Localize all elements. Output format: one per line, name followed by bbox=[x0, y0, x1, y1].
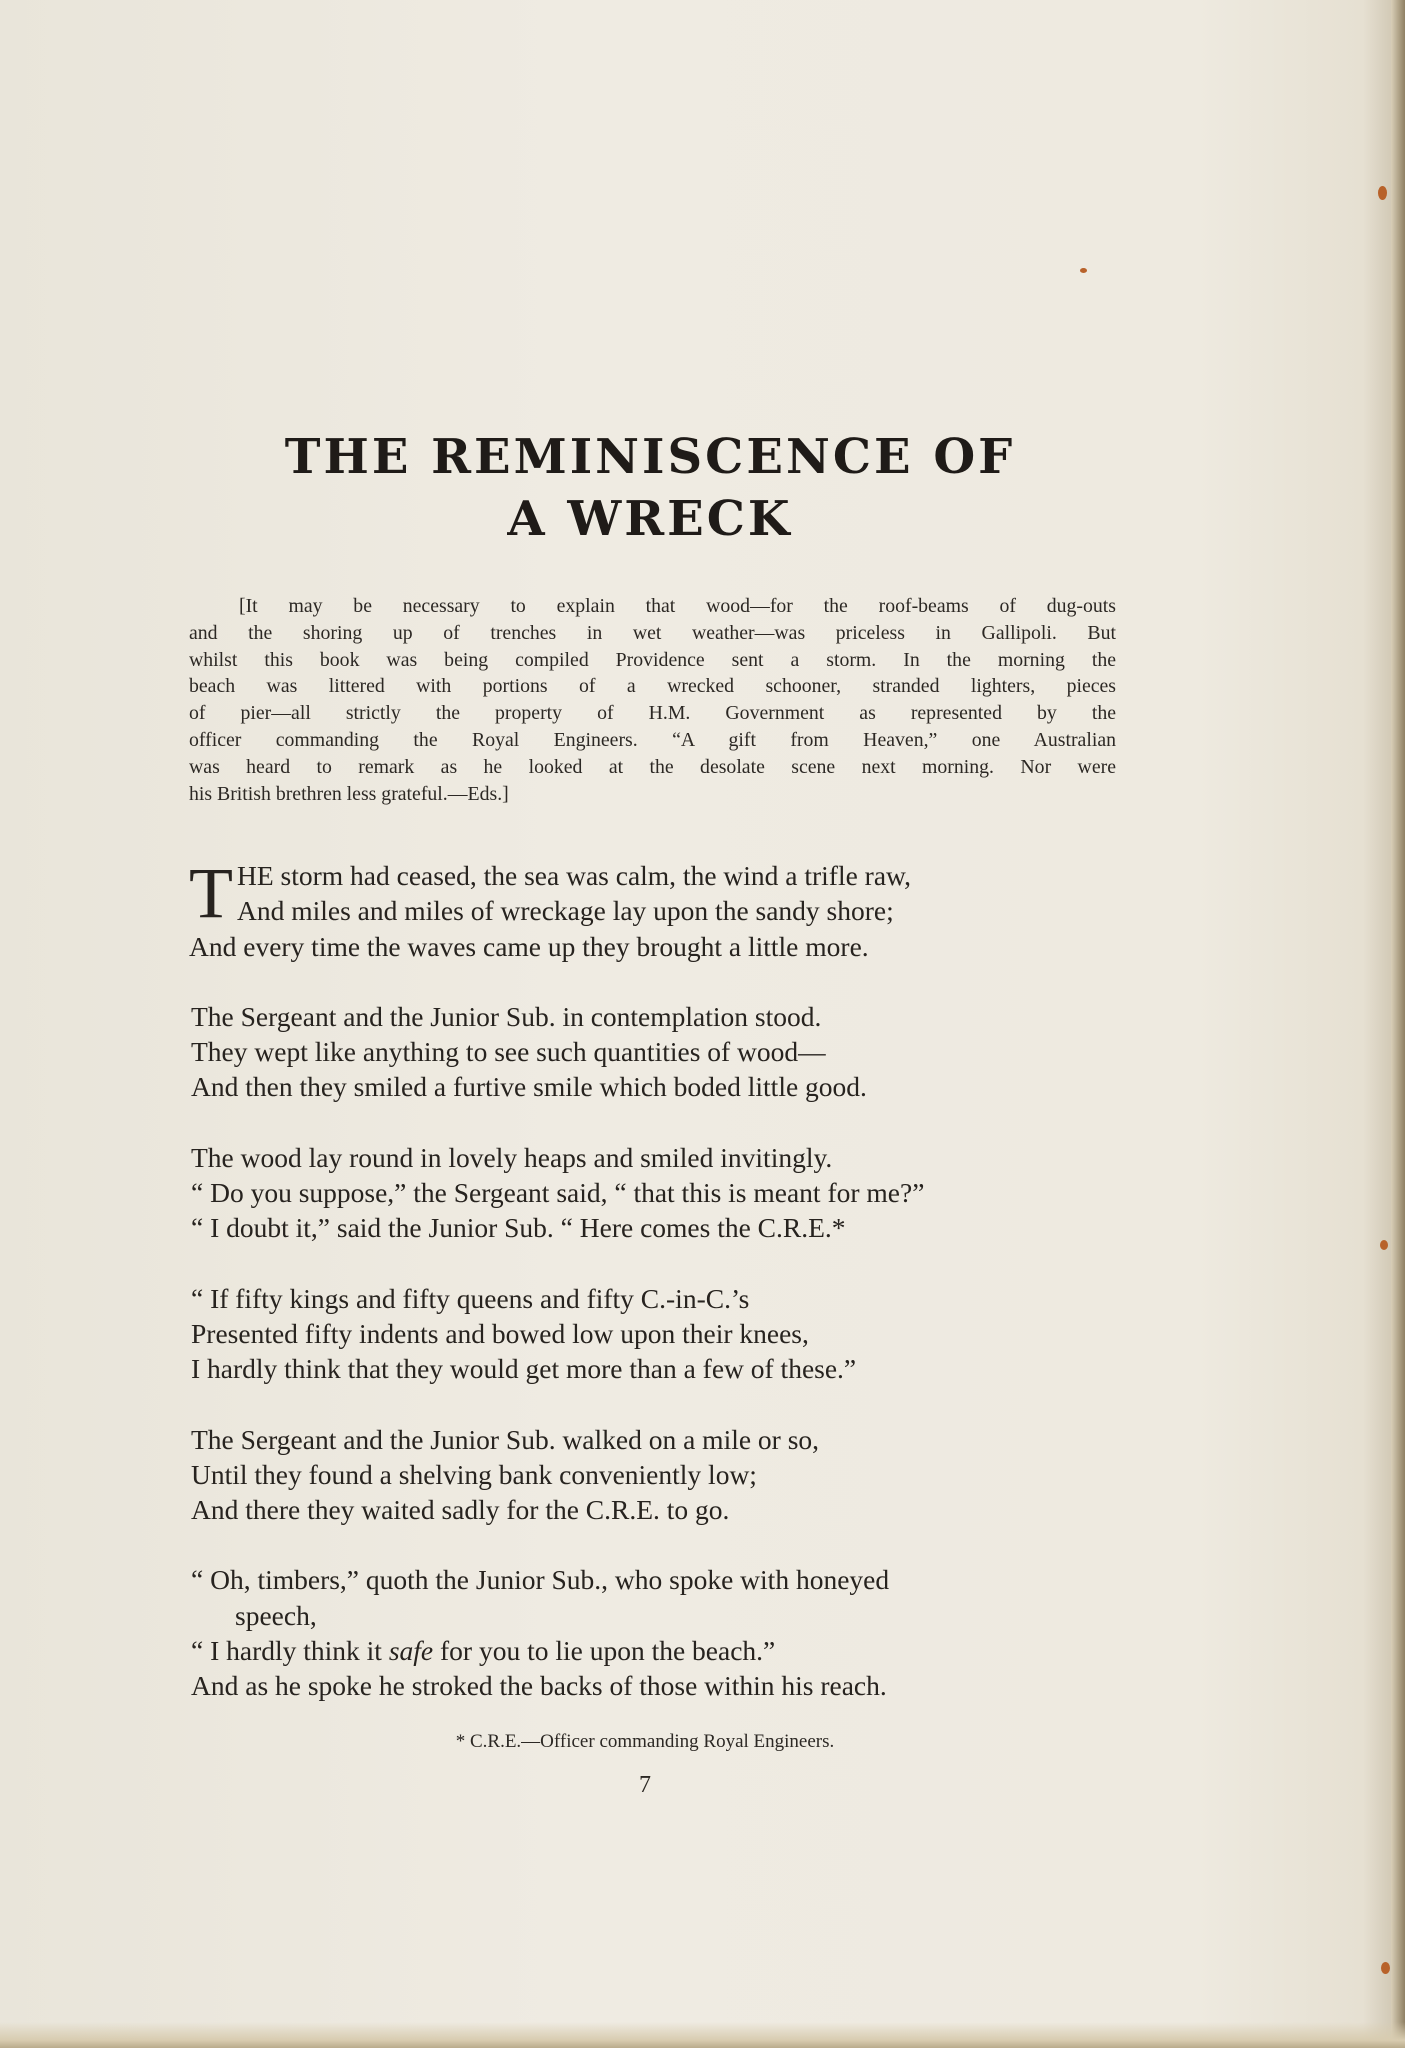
verse-line: And every time the waves came up they brought a little more. bbox=[189, 930, 869, 962]
verse-line: And then they smiled a furtive smile which boded little good. bbox=[191, 1071, 867, 1103]
verse-line: Presented fifty indents and bowed low upon their knees, bbox=[191, 1317, 809, 1349]
verse-line-continuation: speech, bbox=[235, 1599, 317, 1631]
verse-line: “ Oh, timbers,” quoth the Junior Sub., who spoke with honeyed bbox=[191, 1564, 890, 1596]
verse-emphasis: safe bbox=[388, 1635, 434, 1667]
stanza bbox=[191, 999, 1131, 1105]
verse-line: The Sergeant and the Junior Sub. in contemplation stood. bbox=[191, 1000, 822, 1032]
verse-line: And as he spoke he stroked the backs of those within his reach. bbox=[191, 1670, 887, 1702]
editors-note-line: [It may be necessary to explain that wood—for the roof-beams of dug-outs bbox=[239, 595, 1116, 617]
editors-note-line: was heard to remark as he looked at the desolate scene next morning. Nor were bbox=[189, 755, 1116, 778]
stanza bbox=[191, 1422, 1131, 1528]
poem bbox=[189, 853, 1131, 1739]
foxing-spot bbox=[1381, 1962, 1390, 1974]
editors-note-line: his British brethren less grateful.—Eds.] bbox=[189, 782, 509, 805]
verse-line: The Sergeant and the Junior Sub. walked on a mile or so, bbox=[191, 1423, 820, 1455]
editors-note bbox=[189, 593, 1116, 807]
verse-line: They wept like anything to see such quantities of wood— bbox=[191, 1036, 826, 1068]
verse-line: “ Do you suppose,” the Sergeant said, “ that this is meant for me?” bbox=[191, 1177, 925, 1209]
verse-line: And there they waited sadly for the C.R.E. to go. bbox=[191, 1494, 730, 1526]
page-edge-right bbox=[1391, 0, 1405, 2048]
stanza bbox=[191, 1562, 1131, 1703]
editors-note-line: whilst this book was being compiled Providence sent a storm. In the morning the bbox=[189, 648, 1116, 671]
editors-note-line: beach was littered with portions of a wrecked schooner, stranded lighters, pieces bbox=[189, 675, 1116, 698]
verse-line: “ I doubt it,” said the Junior Sub. “ Here comes the C.R.E.* bbox=[191, 1212, 846, 1244]
verse-line bbox=[191, 1633, 1131, 1668]
title-line-2: A WRECK bbox=[507, 491, 793, 547]
foxing-spot bbox=[1378, 186, 1387, 200]
verse-line: Until they found a shelving bank conveniently low; bbox=[191, 1458, 757, 1490]
footnote: * C.R.E.—Officer commanding Royal Engineers. bbox=[455, 1731, 835, 1752]
editors-note-line: and the shoring up of trenches in wet weather—was priceless in Gallipoli. But bbox=[189, 621, 1116, 644]
editors-note-line: of pier—all strictly the property of H.M. Government as represented by the bbox=[189, 702, 1116, 725]
foxing-spot bbox=[1380, 1240, 1388, 1250]
verse-line: The wood lay round in lovely heaps and smiled invitingly. bbox=[191, 1141, 833, 1173]
verse-fragment: for you to lie upon the beach.” bbox=[433, 1635, 776, 1667]
verse-line: “ If fifty kings and fifty queens and fifty C.-in-C.’s bbox=[191, 1282, 750, 1314]
title-line-1: THE REMINISCENCE OF bbox=[284, 429, 1016, 485]
page-title bbox=[180, 426, 1120, 550]
verse-line: I hardly think that they would get more than a few of these.” bbox=[191, 1353, 857, 1385]
page-number: 7 bbox=[639, 1772, 651, 1798]
stanza bbox=[189, 853, 1131, 964]
verse-line: HE storm had ceased, the sea was calm, the wind a trifle raw, bbox=[236, 860, 911, 891]
page-edge-bottom bbox=[0, 2022, 1405, 2048]
foxing-spot bbox=[1080, 268, 1087, 273]
verse-line: And miles and miles of wreckage lay upon the sandy shore; bbox=[236, 895, 894, 927]
drop-cap: T bbox=[189, 853, 233, 933]
stanza bbox=[191, 1140, 1131, 1246]
stanza bbox=[191, 1281, 1131, 1387]
verse-fragment: “ I hardly think it bbox=[191, 1635, 389, 1667]
editors-note-line: officer commanding the Royal Engineers. “A gift from Heaven,” one Australian bbox=[189, 728, 1116, 751]
